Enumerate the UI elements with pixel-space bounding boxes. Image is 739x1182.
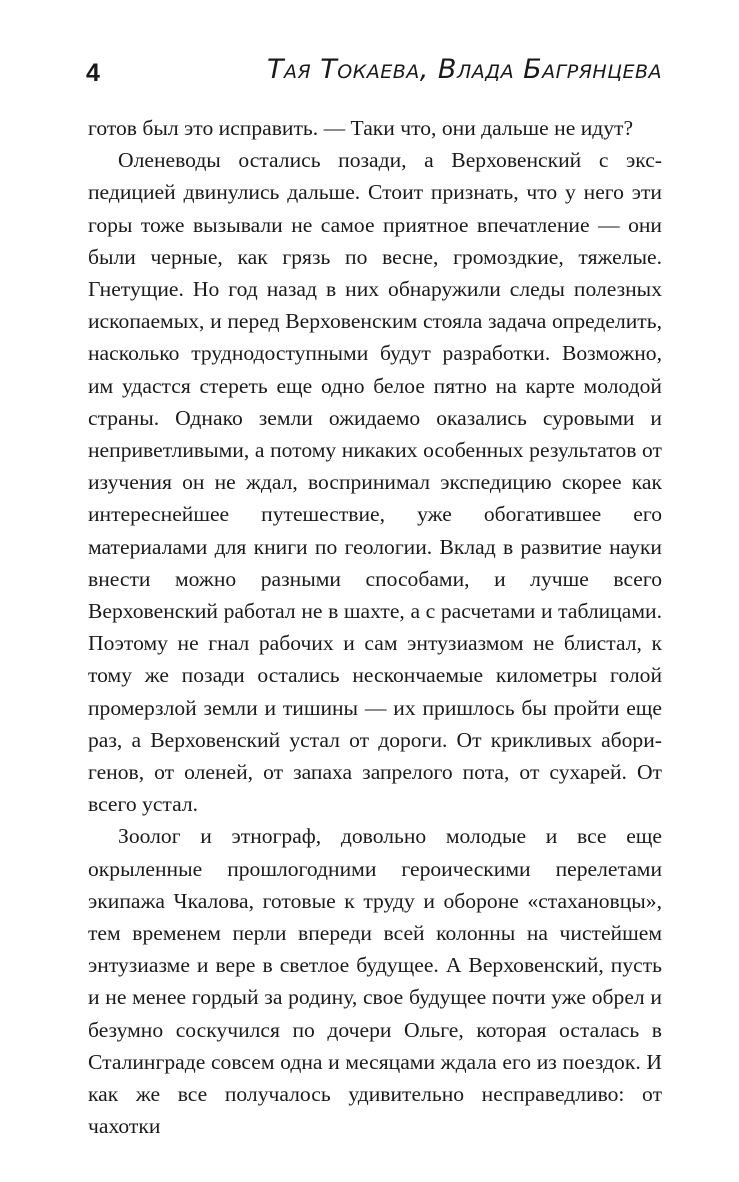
page-number: 4 [86,59,100,87]
body-text [88,112,662,1143]
paragraph-continuation: готов был это исправить. — Таки что, они дальше не идут? [88,116,634,140]
paragraph: Зоолог и этнограф, довольно молодые и все еще окрыленные прошлогодними героическими перелетами экипажа Чкалова, готовые к труду и обороне «стахановцы», тем временем перли впереди всей колонны на чистейшем энтузиазме и вере в светлое будущее. А Верховенский, пусть и не менее гордый за родину, свое будущее почти уже обрел и безумно соскучился по дочери Ольге, которая осталась в Сталинграде совсем одна и месяцами ждала его из поездок. И как же все получалось удивительно несправедливо: от чахотки [88,824,662,1139]
paragraph: Оленеводы остались позади, а Верховенский с экспедицией двинулись дальше. Стоит признать, что у него эти горы тоже вызывали не самое приятное впечатление — они были черные, как грязь по весне, громоздкие, тяжелые. Гнетущие. Но год назад в них обнаружили следы полезных ископаемых, и перед Верховенским стояла задача определить, насколько труднодоступными будут разработки. Возможно, им удастся стереть еще одно белое пятно на карте молодой страны. Однако земли ожидаемо оказались суровыми и неприветливыми, а потому никаких особенных результатов от изучения он не ждал, воспринимал экспедицию скорее как интереснейшее путешествие, уже обогатившее его материалами для книги по геологии. Вклад в развитие науки внести можно разными способами, и лучше всего Верховенский работал не в шахте, а с расчетами и таблицами. Поэтому не гнал рабочих и сам энтузиазмом не блистал, к тому же позади остались нескончаемые километры голой промерзлой земли и тишины — их пришлось бы пройти еще раз, а Верховенский устал от дороги. От крикливых аборигенов, от оленей, от запаха запрелого пота, от сухарей. От всего устал. [88,148,662,817]
running-head-authors: Тая Токаева, Влада Багрянцева [267,54,662,85]
